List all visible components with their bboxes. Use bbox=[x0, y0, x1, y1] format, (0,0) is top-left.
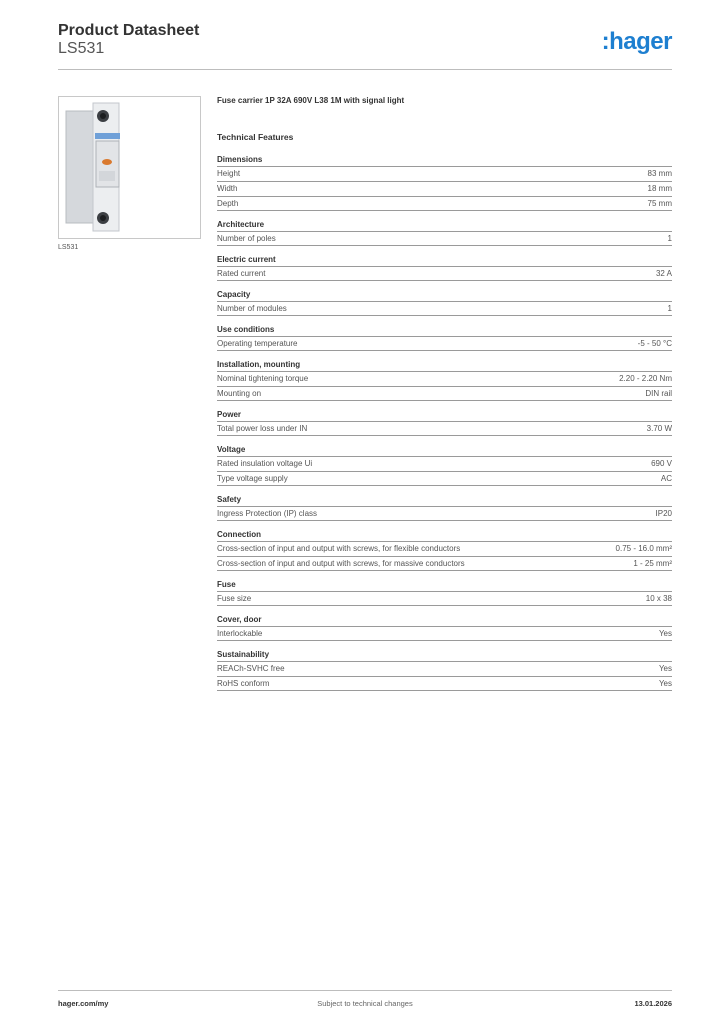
image-caption: LS531 bbox=[58, 244, 79, 251]
feature-section bbox=[217, 530, 672, 571]
feature-row bbox=[217, 266, 672, 281]
feature-value: 690 V bbox=[651, 459, 672, 468]
feature-row bbox=[217, 231, 672, 246]
feature-label: Ingress Protection (IP) class bbox=[217, 509, 318, 518]
feature-row bbox=[217, 676, 672, 691]
feature-label: Width bbox=[217, 184, 238, 193]
feature-label: Interlockable bbox=[217, 629, 263, 638]
feature-section bbox=[217, 155, 672, 211]
feature-value: 1 - 25 mm² bbox=[633, 559, 672, 568]
feature-sections bbox=[217, 155, 672, 691]
section-title: Fuse bbox=[217, 580, 236, 589]
section-title: Power bbox=[217, 410, 242, 419]
section-title: Capacity bbox=[217, 290, 251, 299]
feature-value: 2.20 - 2.20 Nm bbox=[619, 374, 672, 383]
feature-label: Number of modules bbox=[217, 304, 287, 313]
section-title: Architecture bbox=[217, 220, 265, 229]
feature-label: Cross-section of input and output with screws, for flexible conductors bbox=[217, 544, 461, 553]
section-title: Voltage bbox=[217, 445, 246, 454]
feature-label: Depth bbox=[217, 199, 239, 208]
feature-section bbox=[217, 360, 672, 401]
feature-value: 10 x 38 bbox=[645, 594, 672, 603]
feature-section bbox=[217, 290, 672, 316]
feature-row bbox=[217, 371, 672, 386]
feature-value: 1 bbox=[667, 304, 672, 313]
feature-section bbox=[217, 580, 672, 606]
feature-section bbox=[217, 650, 672, 691]
technical-features-title: Technical Features bbox=[217, 132, 294, 142]
product-image bbox=[58, 96, 201, 239]
page-header bbox=[58, 20, 672, 70]
footer-date: 13.01.2026 bbox=[634, 999, 672, 1008]
feature-label: REACh-SVHC free bbox=[217, 664, 285, 673]
feature-label: Type voltage supply bbox=[217, 474, 288, 483]
feature-label: Height bbox=[217, 169, 241, 178]
feature-row bbox=[217, 181, 672, 196]
feature-row bbox=[217, 421, 672, 436]
section-title: Electric current bbox=[217, 255, 276, 264]
section-title: Sustainability bbox=[217, 650, 270, 659]
feature-row bbox=[217, 196, 672, 211]
feature-value: Yes bbox=[658, 664, 672, 673]
product-code: LS531 bbox=[58, 40, 105, 57]
feature-section bbox=[217, 495, 672, 521]
feature-section bbox=[217, 445, 672, 486]
feature-section bbox=[217, 615, 672, 641]
feature-section bbox=[217, 255, 672, 281]
feature-value: 75 mm bbox=[647, 199, 672, 208]
document-title: Product Datasheet bbox=[58, 22, 200, 39]
feature-value: 1 bbox=[667, 234, 672, 243]
section-title: Use conditions bbox=[217, 325, 275, 334]
footer-website: hager.com/my bbox=[58, 999, 109, 1008]
feature-row bbox=[217, 541, 672, 556]
section-title: Cover, door bbox=[217, 615, 262, 624]
feature-label: Rated insulation voltage Ui bbox=[217, 459, 313, 468]
feature-row bbox=[217, 386, 672, 401]
feature-row bbox=[217, 166, 672, 181]
feature-label: Mounting on bbox=[217, 389, 262, 398]
page-footer bbox=[58, 990, 672, 1014]
feature-value: 83 mm bbox=[647, 169, 672, 178]
section-title: Connection bbox=[217, 530, 261, 539]
feature-value: 3.70 W bbox=[646, 424, 672, 433]
feature-label: RoHS conform bbox=[217, 679, 270, 688]
feature-value: DIN rail bbox=[645, 389, 672, 398]
feature-section bbox=[217, 325, 672, 351]
technical-content bbox=[217, 96, 672, 691]
feature-row bbox=[217, 506, 672, 521]
feature-row bbox=[217, 661, 672, 676]
feature-label: Number of poles bbox=[217, 234, 276, 243]
feature-row bbox=[217, 301, 672, 316]
product-description: Fuse carrier 1P 32A 690V L38 1M with signal light bbox=[217, 96, 405, 105]
feature-row bbox=[217, 336, 672, 351]
feature-value: Yes bbox=[658, 629, 672, 638]
feature-section bbox=[217, 410, 672, 436]
feature-value: 18 mm bbox=[647, 184, 672, 193]
hager-logo: :hager bbox=[601, 28, 672, 55]
feature-label: Operating temperature bbox=[217, 339, 298, 348]
feature-value: IP20 bbox=[655, 509, 672, 518]
feature-value: -5 - 50 °C bbox=[637, 339, 672, 348]
feature-section bbox=[217, 220, 672, 246]
feature-row bbox=[217, 456, 672, 471]
fuse-carrier-illustration bbox=[59, 97, 200, 238]
feature-label: Rated current bbox=[217, 269, 266, 278]
feature-value: 32 A bbox=[655, 269, 672, 278]
feature-label: Fuse size bbox=[217, 594, 252, 603]
feature-row bbox=[217, 556, 672, 571]
feature-label: Cross-section of input and output with screws, for massive conductors bbox=[217, 559, 465, 568]
feature-row bbox=[217, 626, 672, 641]
feature-label: Nominal tightening torque bbox=[217, 374, 309, 383]
feature-row bbox=[217, 591, 672, 606]
feature-row bbox=[217, 471, 672, 486]
feature-label: Total power loss under IN bbox=[217, 424, 308, 433]
feature-value: Yes bbox=[658, 679, 672, 688]
section-title: Installation, mounting bbox=[217, 360, 301, 369]
section-title: Dimensions bbox=[217, 155, 263, 164]
footer-note: Subject to technical changes bbox=[317, 999, 413, 1008]
section-title: Safety bbox=[217, 495, 242, 504]
feature-value: AC bbox=[660, 474, 672, 483]
feature-value: 0.75 - 16.0 mm² bbox=[615, 544, 672, 553]
